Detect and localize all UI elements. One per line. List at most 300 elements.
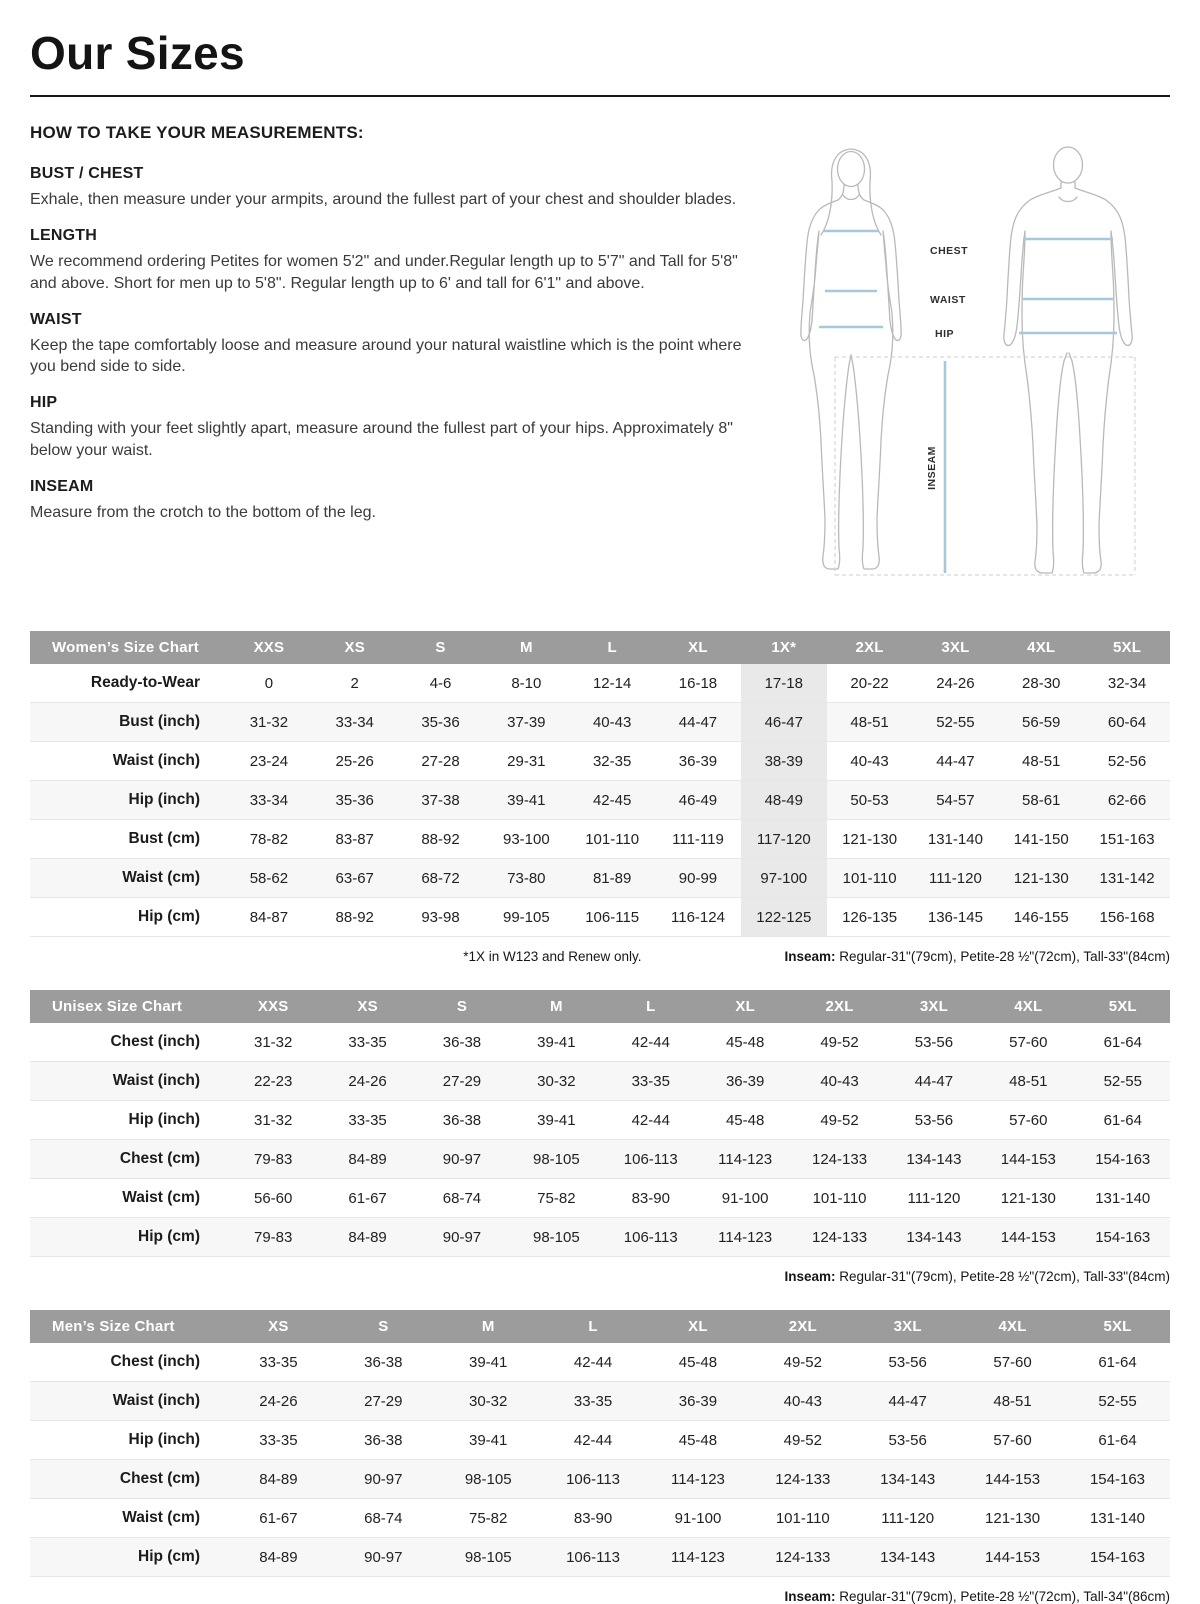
table-cell: 39-41 bbox=[537, 1111, 576, 1129]
table-cell: 91-100 bbox=[674, 1509, 722, 1527]
table-cell: 16-18 bbox=[678, 674, 718, 692]
table-cell: 48-51 bbox=[1022, 752, 1061, 770]
table-row bbox=[30, 1218, 1170, 1257]
table-cell: 30-32 bbox=[469, 1392, 508, 1410]
size-column-header: XL bbox=[646, 1310, 751, 1343]
table-cell: 39-41 bbox=[469, 1353, 508, 1371]
title-divider bbox=[30, 95, 1170, 97]
table-cell: 131-140 bbox=[1095, 1189, 1151, 1207]
table-cell: 31-32 bbox=[249, 713, 289, 731]
inseam-label: INSEAM bbox=[926, 446, 938, 490]
table-cell: 57-60 bbox=[1009, 1033, 1048, 1051]
table-cell: 0 bbox=[264, 674, 274, 692]
size-column-header: 3XL bbox=[913, 631, 999, 664]
table-cell: 117-120 bbox=[741, 820, 827, 859]
table-cell: 35-36 bbox=[421, 713, 460, 731]
table-cell: 36-39 bbox=[725, 1072, 765, 1090]
table-cell: 61-64 bbox=[1103, 1111, 1142, 1129]
table-cell: 90-97 bbox=[442, 1228, 482, 1246]
table-cell: 75-82 bbox=[469, 1509, 508, 1527]
table-cell: 56-59 bbox=[1022, 713, 1061, 731]
table-cell: 46-47 bbox=[741, 703, 827, 742]
table-cell: 39-41 bbox=[469, 1431, 508, 1449]
size-column-header: S bbox=[415, 990, 509, 1023]
table-cell: 68-74 bbox=[442, 1189, 482, 1207]
table-cell: 36-38 bbox=[442, 1111, 482, 1129]
page-title: Our Sizes bbox=[30, 27, 245, 79]
table-cell: 146-155 bbox=[1013, 908, 1069, 926]
table-cell: 154-163 bbox=[1095, 1150, 1151, 1168]
table-cell: 106-113 bbox=[566, 1470, 621, 1488]
table-cell: 25-26 bbox=[335, 752, 374, 770]
size-column-header: 4XL bbox=[998, 631, 1084, 664]
table-cell: 84-87 bbox=[249, 908, 289, 926]
row-label: Chest (inch) bbox=[110, 1033, 200, 1050]
woman-figure bbox=[801, 149, 901, 569]
table-cell: 106-113 bbox=[623, 1150, 678, 1168]
size-table-section bbox=[30, 990, 1170, 1284]
table-cell: 33-35 bbox=[631, 1072, 670, 1090]
table-cell: 44-47 bbox=[678, 713, 718, 731]
footnote-inseam-text: Regular-31"(79cm), Petite-28 ½"(72cm), Tall-33"(84cm) bbox=[835, 949, 1170, 964]
section-inseam bbox=[30, 478, 756, 523]
table-row bbox=[30, 1421, 1170, 1460]
table-cell: 42-44 bbox=[573, 1353, 613, 1371]
table-cell: 121-130 bbox=[1000, 1189, 1056, 1207]
size-column-header: XL bbox=[698, 990, 792, 1023]
table-cell: 57-60 bbox=[993, 1353, 1032, 1371]
size-table-section bbox=[30, 631, 1170, 964]
table-row bbox=[30, 1538, 1170, 1577]
table-title-cell: Unisex Size Chart bbox=[30, 990, 226, 1023]
table-cell: 101-110 bbox=[812, 1189, 867, 1207]
table-cell: 68-72 bbox=[421, 869, 460, 887]
footnote-inseam-label: Inseam: bbox=[784, 1589, 836, 1604]
table-cell: 32-34 bbox=[1107, 674, 1147, 692]
table-footnote bbox=[30, 949, 1170, 964]
table-cell: 79-83 bbox=[254, 1150, 293, 1168]
size-column-header: 3XL bbox=[887, 990, 981, 1023]
table-cell: 37-39 bbox=[507, 713, 546, 731]
row-label: Hip (inch) bbox=[128, 791, 200, 808]
table-cell: 84-89 bbox=[348, 1150, 387, 1168]
table-cell: 54-57 bbox=[936, 791, 975, 809]
table-cell: 29-31 bbox=[507, 752, 546, 770]
row-label: Waist (inch) bbox=[112, 752, 200, 769]
size-column-header: XS bbox=[320, 990, 414, 1023]
footnote-inseam-label: Inseam: bbox=[784, 1269, 836, 1284]
table-cell: 53-56 bbox=[888, 1353, 927, 1371]
table-cell: 106-113 bbox=[623, 1228, 678, 1246]
row-label: Waist (inch) bbox=[112, 1392, 200, 1409]
table-cell: 101-110 bbox=[775, 1509, 830, 1527]
row-label: Waist (cm) bbox=[122, 1189, 200, 1206]
measurement-instructions bbox=[30, 123, 766, 601]
section-body: Exhale, then measure under your armpits, around the fullest part of your chest and shoulder blades. bbox=[30, 191, 737, 208]
table-row bbox=[30, 1062, 1170, 1101]
table-cell: 83-87 bbox=[335, 830, 374, 848]
table-cell: 98-105 bbox=[464, 1548, 512, 1566]
table-cell: 50-53 bbox=[850, 791, 889, 809]
footnote-inseam-text: Regular-31"(79cm), Petite-28 ½"(72cm), Tall-33"(84cm) bbox=[835, 1269, 1170, 1284]
instructions-heading: HOW TO TAKE YOUR MEASUREMENTS: bbox=[30, 123, 364, 142]
table-cell: 154-163 bbox=[1089, 1470, 1146, 1488]
table-cell: 58-61 bbox=[1022, 791, 1061, 809]
measurement-diagram bbox=[766, 123, 1170, 601]
table-cell: 44-47 bbox=[888, 1392, 927, 1410]
table-cell: 116-124 bbox=[671, 908, 725, 926]
size-column-header: S bbox=[331, 1310, 436, 1343]
table-row bbox=[30, 1179, 1170, 1218]
table-cell: 30-32 bbox=[537, 1072, 576, 1090]
table-cell: 151-163 bbox=[1099, 830, 1155, 848]
size-column-header: 5XL bbox=[1076, 990, 1170, 1023]
table-cell: 97-100 bbox=[741, 859, 827, 898]
row-label: Bust (inch) bbox=[119, 713, 200, 730]
section-title: WAIST bbox=[30, 310, 82, 328]
table-cell: 90-97 bbox=[364, 1548, 403, 1566]
table-cell: 4-6 bbox=[429, 674, 452, 692]
table-cell: 38-39 bbox=[741, 742, 827, 781]
table-cell: 40-43 bbox=[783, 1392, 822, 1410]
table-cell: 39-41 bbox=[507, 791, 546, 809]
footnote-inseam bbox=[784, 1269, 1170, 1284]
table-cell: 49-52 bbox=[820, 1111, 859, 1129]
size-column-header: 2XL bbox=[750, 1310, 855, 1343]
table-cell: 42-44 bbox=[631, 1111, 670, 1129]
table-cell: 46-49 bbox=[678, 791, 718, 809]
table-cell: 134-143 bbox=[880, 1548, 936, 1566]
measurement-content bbox=[30, 123, 1170, 601]
table-cell: 27-28 bbox=[421, 752, 460, 770]
table-row bbox=[30, 1460, 1170, 1499]
table-cell: 73-80 bbox=[507, 869, 546, 887]
row-label: Waist (cm) bbox=[122, 869, 200, 886]
row-label: Hip (cm) bbox=[138, 1548, 200, 1565]
section-body: Standing with your feet slightly apart, measure around the fullest part of your hips. Approximately 8" below your waist. bbox=[30, 420, 733, 459]
table-cell: 27-29 bbox=[442, 1072, 482, 1090]
table-cell: 44-47 bbox=[936, 752, 975, 770]
table-cell: 99-105 bbox=[502, 908, 550, 926]
section-body: We recommend ordering Petites for women 5'2" and under.Regular length up to 5'7" and Tall for 5'8" and above. Short for men up to 5'8". Regular length up to 6' and tall for 6'1" and above. bbox=[30, 253, 738, 292]
table-cell: 40-43 bbox=[850, 752, 889, 770]
footnote-inseam-text: Regular-31"(79cm), Petite-28 ½"(72cm), Tall-34"(86cm) bbox=[835, 1589, 1170, 1604]
size-table bbox=[30, 1310, 1170, 1577]
size-column-header: 5XL bbox=[1084, 631, 1170, 664]
table-cell: 111-120 bbox=[928, 869, 982, 887]
size-column-header: L bbox=[541, 1310, 646, 1343]
table-cell: 24-26 bbox=[259, 1392, 298, 1410]
table-cell: 36-39 bbox=[678, 1392, 718, 1410]
table-cell: 45-48 bbox=[678, 1353, 718, 1371]
table-cell: 90-97 bbox=[364, 1470, 403, 1488]
row-label: Hip (inch) bbox=[128, 1431, 200, 1448]
row-label: Ready-to-Wear bbox=[90, 674, 200, 691]
table-row bbox=[30, 820, 1170, 859]
section-length bbox=[30, 227, 756, 294]
section-body: Keep the tape comfortably loose and measure around your natural waistline which is the point where you bend side to side. bbox=[30, 336, 742, 376]
size-column-header: M bbox=[436, 1310, 541, 1343]
table-cell: 33-35 bbox=[259, 1431, 298, 1449]
size-column-header: 2XL bbox=[792, 990, 886, 1023]
row-label: Chest (cm) bbox=[119, 1470, 200, 1487]
table-cell: 33-34 bbox=[249, 791, 289, 809]
table-cell: 45-48 bbox=[678, 1431, 718, 1449]
table-cell: 79-83 bbox=[254, 1228, 293, 1246]
table-cell: 121-130 bbox=[1013, 869, 1069, 887]
table-cell: 84-89 bbox=[259, 1470, 298, 1488]
table-cell: 45-48 bbox=[725, 1111, 765, 1129]
table-cell: 52-55 bbox=[1098, 1392, 1137, 1410]
table-cell: 28-30 bbox=[1022, 674, 1061, 692]
table-cell: 49-52 bbox=[783, 1353, 822, 1371]
table-cell: 81-89 bbox=[592, 869, 632, 887]
table-cell: 144-153 bbox=[985, 1470, 1041, 1488]
table-cell: 83-90 bbox=[631, 1189, 670, 1207]
table-cell: 83-90 bbox=[573, 1509, 613, 1527]
size-column-header: 3XL bbox=[855, 1310, 960, 1343]
table-cell: 52-55 bbox=[936, 713, 975, 731]
table-cell: 124-133 bbox=[812, 1228, 868, 1246]
table-cell: 53-56 bbox=[914, 1111, 954, 1129]
table-cell: 90-99 bbox=[678, 869, 718, 887]
table-cell: 111-120 bbox=[907, 1189, 961, 1207]
table-cell: 131-140 bbox=[927, 830, 983, 848]
row-label: Chest (inch) bbox=[110, 1353, 200, 1370]
table-cell: 141-150 bbox=[1013, 830, 1069, 848]
table-cell: 48-51 bbox=[1009, 1072, 1048, 1090]
size-column-header: XS bbox=[226, 1310, 331, 1343]
table-row bbox=[30, 1140, 1170, 1179]
section-bust-chest bbox=[30, 165, 756, 210]
table-cell: 91-100 bbox=[721, 1189, 769, 1207]
table-title-cell: Women’s Size Chart bbox=[30, 631, 226, 664]
table-cell: 33-35 bbox=[348, 1111, 387, 1129]
table-cell: 20-22 bbox=[850, 674, 889, 692]
size-column-header: L bbox=[604, 990, 698, 1023]
table-footnote bbox=[30, 1269, 1170, 1284]
table-row bbox=[30, 1343, 1170, 1382]
table-cell: 53-56 bbox=[914, 1033, 954, 1051]
table-cell: 124-133 bbox=[775, 1470, 831, 1488]
table-cell: 49-52 bbox=[820, 1033, 859, 1051]
table-cell: 84-89 bbox=[348, 1228, 387, 1246]
table-cell: 75-82 bbox=[537, 1189, 576, 1207]
table-cell: 131-140 bbox=[1089, 1509, 1146, 1527]
table-cell: 106-115 bbox=[585, 908, 640, 926]
table-cell: 33-35 bbox=[259, 1353, 298, 1371]
table-cell: 154-163 bbox=[1095, 1228, 1151, 1246]
table-cell: 111-120 bbox=[881, 1509, 935, 1527]
table-cell: 31-32 bbox=[254, 1033, 293, 1051]
footnote-inseam bbox=[784, 1589, 1170, 1604]
table-cell: 126-135 bbox=[842, 908, 898, 926]
table-row bbox=[30, 1023, 1170, 1062]
row-label: Waist (inch) bbox=[112, 1072, 200, 1089]
row-label: Chest (cm) bbox=[119, 1150, 200, 1167]
table-cell: 35-36 bbox=[335, 791, 374, 809]
table-cell: 61-67 bbox=[259, 1509, 298, 1527]
size-column-header: XL bbox=[655, 631, 741, 664]
table-cell: 93-100 bbox=[502, 830, 550, 848]
table-cell: 124-133 bbox=[775, 1548, 831, 1566]
table-cell: 48-51 bbox=[850, 713, 889, 731]
table-cell: 42-44 bbox=[631, 1033, 670, 1051]
table-cell: 136-145 bbox=[927, 908, 983, 926]
size-column-header: S bbox=[398, 631, 484, 664]
table-cell: 49-52 bbox=[783, 1431, 822, 1449]
table-row bbox=[30, 859, 1170, 898]
table-cell: 52-55 bbox=[1103, 1072, 1142, 1090]
table-cell: 88-92 bbox=[335, 908, 374, 926]
table-row bbox=[30, 781, 1170, 820]
table-row bbox=[30, 703, 1170, 742]
row-label: Hip (cm) bbox=[138, 1228, 200, 1245]
chest-label: CHEST bbox=[930, 245, 969, 257]
size-column-header: XXS bbox=[226, 990, 320, 1023]
table-cell: 17-18 bbox=[741, 664, 827, 703]
table-header-row bbox=[30, 1310, 1170, 1343]
table-cell: 154-163 bbox=[1089, 1548, 1146, 1566]
waist-label: WAIST bbox=[930, 294, 966, 306]
table-row bbox=[30, 742, 1170, 781]
table-cell: 61-64 bbox=[1103, 1033, 1142, 1051]
table-cell: 48-49 bbox=[741, 781, 827, 820]
table-cell: 27-29 bbox=[364, 1392, 403, 1410]
table-cell: 36-38 bbox=[364, 1353, 403, 1371]
table-cell: 12-14 bbox=[592, 674, 632, 692]
table-cell: 32-35 bbox=[592, 752, 632, 770]
table-cell: 114-123 bbox=[670, 1548, 725, 1566]
table-cell: 101-110 bbox=[585, 830, 640, 848]
size-column-header: XXS bbox=[226, 631, 312, 664]
row-label: Waist (cm) bbox=[122, 1509, 200, 1526]
table-cell: 33-34 bbox=[335, 713, 374, 731]
footnote-inseam bbox=[784, 949, 1170, 964]
table-cell: 22-23 bbox=[254, 1072, 293, 1090]
table-cell: 36-38 bbox=[442, 1033, 482, 1051]
table-cell: 42-45 bbox=[592, 791, 632, 809]
table-row bbox=[30, 664, 1170, 703]
table-cell: 61-64 bbox=[1098, 1431, 1137, 1449]
table-cell: 42-44 bbox=[573, 1431, 613, 1449]
table-cell: 131-142 bbox=[1099, 869, 1155, 887]
table-cell: 114-123 bbox=[670, 1470, 725, 1488]
size-column-header: 1X* bbox=[741, 631, 827, 664]
table-cell: 8-10 bbox=[511, 674, 542, 692]
table-cell: 24-26 bbox=[348, 1072, 387, 1090]
table-cell: 114-123 bbox=[718, 1150, 773, 1168]
table-cell: 101-110 bbox=[842, 869, 897, 887]
table-cell: 93-98 bbox=[421, 908, 460, 926]
table-cell: 122-125 bbox=[741, 898, 827, 937]
size-column-header: L bbox=[569, 631, 655, 664]
table-cell: 57-60 bbox=[1009, 1111, 1048, 1129]
size-table bbox=[30, 990, 1170, 1257]
footnote-inseam-label: Inseam: bbox=[784, 949, 836, 964]
table-cell: 37-38 bbox=[421, 791, 460, 809]
body-measurement-illustration bbox=[773, 123, 1163, 593]
table-cell: 40-43 bbox=[820, 1072, 859, 1090]
size-column-header: 2XL bbox=[827, 631, 913, 664]
table-cell: 134-143 bbox=[906, 1150, 962, 1168]
table-cell: 134-143 bbox=[880, 1470, 936, 1488]
table-cell: 111-119 bbox=[672, 830, 724, 848]
size-tables bbox=[30, 631, 1170, 1604]
size-table bbox=[30, 631, 1170, 937]
table-cell: 52-56 bbox=[1107, 752, 1147, 770]
table-cell: 61-64 bbox=[1098, 1353, 1137, 1371]
table-cell: 78-82 bbox=[249, 830, 289, 848]
size-column-header: M bbox=[483, 631, 569, 664]
table-cell: 23-24 bbox=[249, 752, 289, 770]
table-row bbox=[30, 1382, 1170, 1421]
table-cell: 53-56 bbox=[888, 1431, 927, 1449]
table-cell: 88-92 bbox=[421, 830, 460, 848]
section-waist bbox=[30, 311, 756, 378]
table-cell: 61-67 bbox=[348, 1189, 387, 1207]
table-title-cell: Men’s Size Chart bbox=[30, 1310, 226, 1343]
table-footnote bbox=[30, 1589, 1170, 1604]
table-cell: 57-60 bbox=[993, 1431, 1032, 1449]
table-cell: 90-97 bbox=[442, 1150, 482, 1168]
table-cell: 124-133 bbox=[812, 1150, 868, 1168]
row-label: Bust (cm) bbox=[128, 830, 200, 847]
table-cell: 45-48 bbox=[725, 1033, 765, 1051]
table-cell: 58-62 bbox=[249, 869, 289, 887]
table-cell: 44-47 bbox=[914, 1072, 954, 1090]
table-cell: 98-105 bbox=[533, 1150, 580, 1168]
table-cell: 144-153 bbox=[1000, 1228, 1056, 1246]
table-cell: 134-143 bbox=[906, 1228, 962, 1246]
row-label: Hip (inch) bbox=[128, 1111, 200, 1128]
table-cell: 144-153 bbox=[985, 1548, 1041, 1566]
size-column-header: M bbox=[509, 990, 603, 1023]
table-cell: 24-26 bbox=[936, 674, 975, 692]
section-title: INSEAM bbox=[30, 477, 94, 495]
table-header-row bbox=[30, 990, 1170, 1023]
table-cell: 33-35 bbox=[348, 1033, 387, 1051]
table-cell: 33-35 bbox=[573, 1392, 613, 1410]
table-cell: 63-67 bbox=[335, 869, 374, 887]
table-cell: 36-38 bbox=[364, 1431, 403, 1449]
table-cell: 31-32 bbox=[254, 1111, 293, 1129]
section-title: LENGTH bbox=[30, 227, 97, 245]
section-hip bbox=[30, 394, 756, 461]
table-cell: 114-123 bbox=[718, 1228, 773, 1246]
table-cell: 98-105 bbox=[533, 1228, 580, 1246]
section-title: BUST / CHEST bbox=[30, 165, 144, 182]
table-cell: 62-66 bbox=[1107, 791, 1147, 809]
table-cell: 48-51 bbox=[993, 1392, 1032, 1410]
table-cell: 98-105 bbox=[464, 1470, 512, 1488]
table-cell: 84-89 bbox=[259, 1548, 298, 1566]
table-row bbox=[30, 1499, 1170, 1538]
table-cell: 36-39 bbox=[678, 752, 718, 770]
section-body: Measure from the crotch to the bottom of the leg. bbox=[30, 503, 376, 521]
table-cell: 56-60 bbox=[254, 1189, 293, 1207]
table-cell: 40-43 bbox=[592, 713, 632, 731]
table-cell: 39-41 bbox=[537, 1033, 576, 1051]
size-column-header: 5XL bbox=[1065, 1310, 1170, 1343]
size-table-section bbox=[30, 1310, 1170, 1604]
table-cell: 144-153 bbox=[1000, 1150, 1056, 1168]
hip-label: HIP bbox=[935, 328, 955, 340]
table-cell: 60-64 bbox=[1107, 713, 1147, 731]
table-row bbox=[30, 1101, 1170, 1140]
table-cell: 121-130 bbox=[842, 830, 898, 848]
man-figure bbox=[1004, 147, 1132, 573]
